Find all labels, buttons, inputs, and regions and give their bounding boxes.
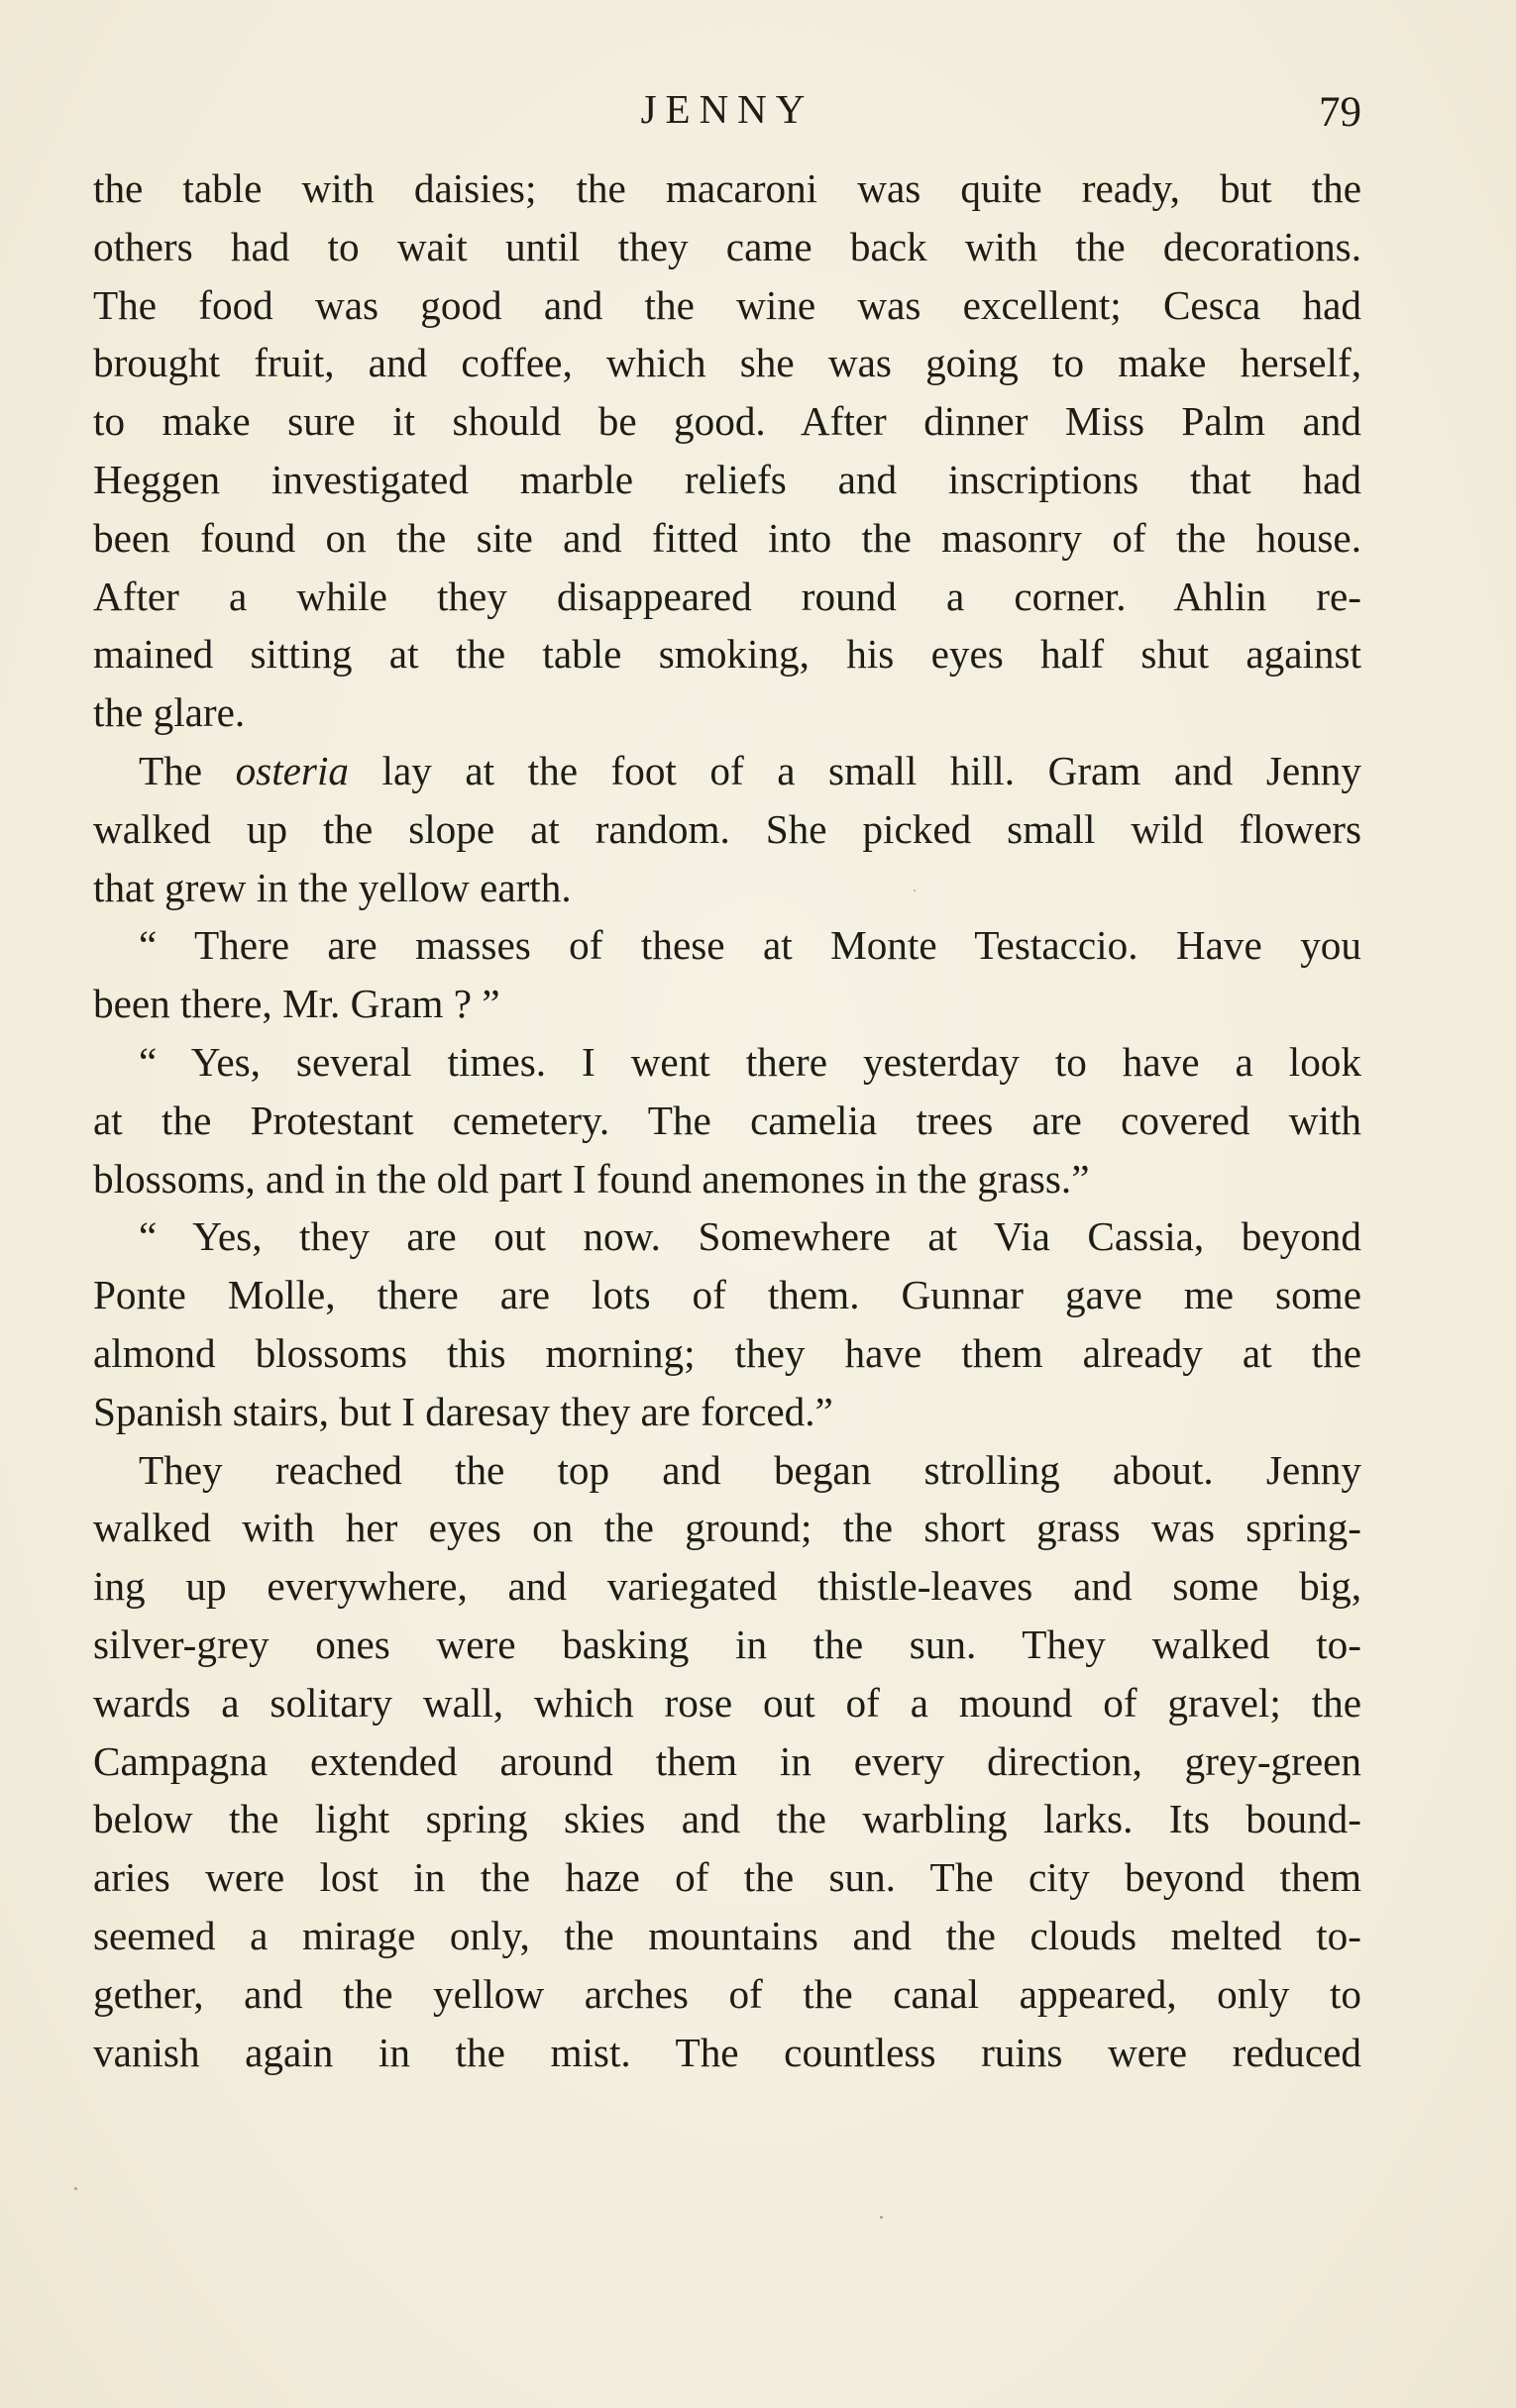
text-line: the table with daisies; the macaroni was quite ready, but the <box>93 165 1361 211</box>
text-line: Campagna extended around them in every direction, grey-green <box>93 1737 1361 1784</box>
text-line: brought fruit, and coffee, which she was going to make herself, <box>93 340 1361 386</box>
text-line: After a while they disappeared round a corner. Ahlin re- <box>93 573 1361 619</box>
page-number: 79 <box>1319 89 1361 136</box>
text-line: been found on the site and fitted into the masonry of the house. <box>93 514 1361 561</box>
text-line: The food was good and the wine was excellent; Cesca had <box>93 281 1361 328</box>
body-text <box>93 159 1361 2081</box>
text-line: walked with her eyes on the ground; the short grass was spring- <box>93 1505 1361 1551</box>
text-line: at the Protestant cemetery. The camelia trees are covered with <box>93 1097 1361 1143</box>
text-line: Spanish stairs, but I daresay they are forced.” <box>93 1388 833 1434</box>
text-line: been there, Mr. Gram ? ” <box>93 981 500 1027</box>
text-line: “ Yes, several times. I went there yesterday to have a look <box>139 1038 1361 1085</box>
text-line: seemed a mirage only, the mountains and the clouds melted to- <box>93 1912 1361 1958</box>
running-head-title: JENNY <box>640 86 814 132</box>
text-line: aries were lost in the haze of the sun. The city beyond them <box>93 1854 1361 1901</box>
text-line: ing up everywhere, and variegated thistle-leaves and some big, <box>93 1563 1361 1610</box>
text-line: walked up the slope at random. She picked small wild flowers <box>93 805 1361 852</box>
paper-speck <box>74 2187 77 2190</box>
text-line: Heggen investigated marble reliefs and inscriptions that had <box>93 456 1361 502</box>
text-line: to make sure it should be good. After dinner Miss Palm and <box>93 398 1361 445</box>
text-line: that grew in the yellow earth. <box>93 864 572 910</box>
text-line: almond blossoms this morning; they have them already at the <box>93 1329 1361 1376</box>
paper-speck <box>880 2216 883 2219</box>
text-line: “ There are masses of these at Monte Testaccio. Have you <box>139 922 1361 969</box>
text-line: the glare. <box>93 689 246 736</box>
text-line: gether, and the yellow arches of the canal appeared, only to <box>93 1970 1361 2017</box>
text-line: others had to wait until they came back with the decorations. <box>93 223 1361 269</box>
text-line: They reached the top and began strolling about. Jenny <box>139 1446 1361 1493</box>
text-line: vanish again in the mist. The countless ruins were reduced <box>93 2029 1361 2075</box>
paper-speck <box>914 890 916 891</box>
text-line: wards a solitary wall, which rose out of a mound of gravel; the <box>93 1679 1361 1726</box>
text-line <box>93 742 1361 800</box>
running-head <box>93 79 1361 139</box>
text-line: Ponte Molle, there are lots of them. Gunnar gave me some <box>93 1272 1361 1318</box>
text-line: “ Yes, they are out now. Somewhere at Via Cassia, beyond <box>139 1213 1361 1260</box>
text-line: silver-grey ones were basking in the sun. They walked to- <box>93 1621 1361 1667</box>
italic-word: osteria <box>235 747 349 793</box>
text-line: blossoms, and in the old part I found anemones in the grass.” <box>93 1155 1090 1202</box>
text-line: mained sitting at the table smoking, his eyes half shut against <box>93 631 1361 678</box>
text-line-rest: lay at the foot of a small hill. Gram and Jenny <box>349 747 1361 793</box>
text-line-prefix: The <box>139 747 236 793</box>
text-line: below the light spring skies and the warbling larks. Its bound- <box>93 1796 1361 1842</box>
